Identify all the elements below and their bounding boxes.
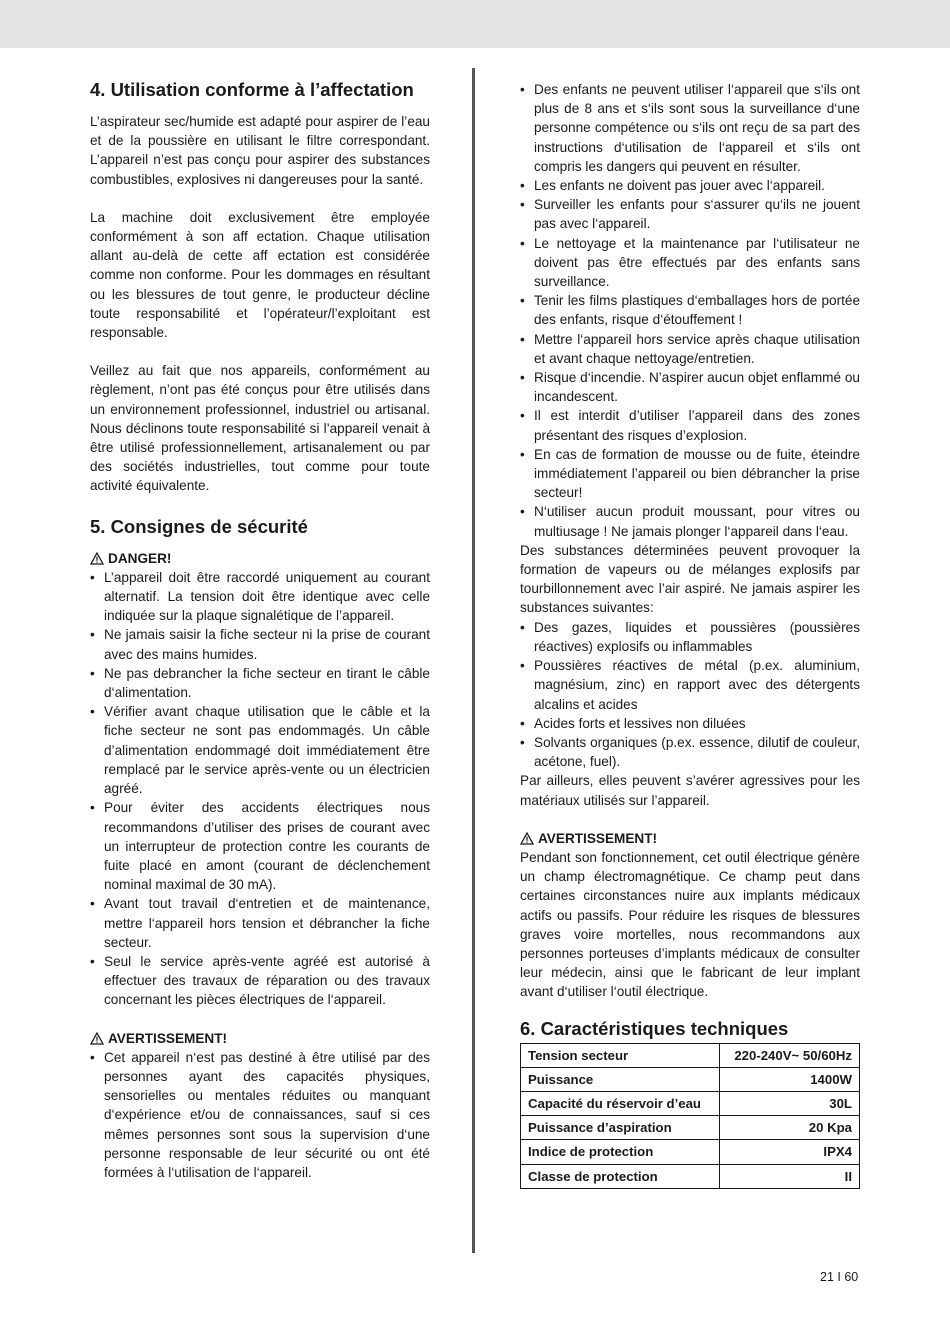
list-item: • L’appareil doit être raccordé uniquement au courant alternatif. La tension doit être identique avec celle indiquée sur la plaque signalétique de l’appareil. <box>90 568 430 626</box>
list-item: • Mettre l‘appareil hors service après chaque utilisation et avant chaque nettoyage/entretien. <box>520 330 860 368</box>
section-4-title: 4. Utilisation conforme à l’affectation <box>90 79 414 100</box>
spec-label: Indice de protection <box>521 1140 720 1164</box>
danger-list <box>90 568 430 1010</box>
list-item: • Il est interdit d’utiliser l’appareil dans des zones présentant des risques d’explosion. <box>520 406 860 444</box>
warning-triangle-icon <box>90 552 104 565</box>
spec-table <box>520 1043 860 1189</box>
list-item: • Le nettoyage et la maintenance par l‘utilisateur ne doivent pas être effectués par des enfants sans surveillance. <box>520 234 860 292</box>
list-item: • Cet appareil n‘est pas destiné à être utilisé par des personnes ayant des capacités physiques, sensorielles ou mentales réduites ou manquant d‘expérience et/ou de connaissances, sauf si ces mêmes personnes sont sous la supervision d‘une personne responsable de leur sécurité ou ont été formées à l‘utilisation de l‘appareil. <box>90 1048 430 1182</box>
table-row <box>521 1043 860 1067</box>
substances-list <box>520 618 860 772</box>
warning-heading-2 <box>520 829 860 848</box>
spec-label: Puissance d’aspiration <box>521 1116 720 1140</box>
spec-value: 20 Kpa <box>719 1116 859 1140</box>
list-item: • Des enfants ne peuvent utiliser l‘appareil que s‘ils ont plus de 8 ans et s‘ils sont sous la surveillance d‘une personne compétence ou s‘ils ont reçu de sa part des instructions d‘utilisation de l‘appareil et s‘ils ont compris les dangers qui peuvent en résulter. <box>520 80 860 176</box>
section-4-paragraph: L’aspirateur sec/humide est adapté pour aspirer de l’eau et de la poussière en utilisant le filtre correspondant. L’appareil n’est pas conçu pour aspirer des substances combustibles, explosives ni dangereuses pour la santé. <box>90 114 430 187</box>
list-item: • Solvants organiques (p.ex. essence, dilutif de couleur, acétone, fuel). <box>520 733 860 771</box>
right-column <box>520 80 860 1189</box>
list-item: • Acides forts et lessives non diluées <box>520 714 860 733</box>
warning-triangle-icon <box>90 1032 104 1045</box>
list-item: • Surveiller les enfants pour s‘assurer qu‘ils ne jouent pas avec l‘appareil. <box>520 195 860 233</box>
list-item: • Risque d‘incendie. N’aspirer aucun objet enflammé ou incandescent. <box>520 368 860 406</box>
warning-heading <box>90 1029 430 1048</box>
warning-label: AVERTISSEMENT! <box>538 830 658 846</box>
spec-value: IPX4 <box>719 1140 859 1164</box>
warning-list <box>90 1048 430 1182</box>
spec-value: 220-240V~ 50/60Hz <box>719 1043 859 1067</box>
spec-value: 30L <box>719 1091 859 1115</box>
list-item: • Ne jamais saisir la fiche secteur ni la prise de courant avec des mains humides. <box>90 625 430 663</box>
danger-label: DANGER! <box>108 550 172 566</box>
table-row <box>521 1140 860 1164</box>
list-item: • Pour éviter des accidents électriques nous recommandons d’utiliser des prises de courant avec un interrupteur de protection contre les courants de fuite placé en amont (courant de déclenchement nominal maximal de 30 mA). <box>90 798 430 894</box>
spec-label: Classe de protection <box>521 1164 720 1188</box>
list-item: • Avant tout travail d‘entretien et de maintenance, mettre l‘appareil hors tension et débrancher la fiche secteur. <box>90 894 430 952</box>
warning-triangle-icon <box>520 832 534 845</box>
list-item: • Vérifier avant chaque utilisation que le câble et la fiche secteur ne sont pas endommagés. Un câble d’alimentation endommagé doit immédiatement être remplacé par le service après-vente ou un électricien agréé. <box>90 702 430 798</box>
table-row <box>521 1067 860 1091</box>
substances-intro: Des substances déterminées peuvent provoquer la formation de vapeurs ou de mélanges explosifs par tourbillonnement avec l’air aspiré. Ne jamais aspirer les substances suivantes: <box>520 542 860 616</box>
column-divider <box>472 68 475 1253</box>
warning-list-continued <box>520 80 860 541</box>
warning-label: AVERTISSEMENT! <box>108 1030 228 1046</box>
page-number: 21 I 60 <box>820 1270 859 1284</box>
list-item: • N‘utiliser aucun produit moussant, pour vitres ou multiusage ! Ne jamais plonger l‘appareil dans l‘eau. <box>520 502 860 540</box>
list-item: • Ne pas debrancher la fiche secteur en tirant le câble d‘alimentation. <box>90 664 430 702</box>
spec-label: Tension secteur <box>521 1043 720 1067</box>
table-row <box>521 1164 860 1188</box>
section-6-title: 6. Caractéristiques techniques <box>520 1017 789 1039</box>
section-5-title: 5. Consignes de sécurité <box>90 515 308 537</box>
list-item: • En cas de formation de mousse ou de fuite, éteindre immédiatement l’appareil ou bien débrancher la prise secteur! <box>520 445 860 503</box>
list-item: • Les enfants ne doivent pas jouer avec l‘appareil. <box>520 176 860 195</box>
spec-value: II <box>719 1164 859 1188</box>
list-item: • Des gazes, liquides et poussières (poussières réactives) explosifs ou inflammables <box>520 618 860 656</box>
danger-heading <box>90 549 430 568</box>
header-bar <box>0 0 950 48</box>
left-column <box>90 72 430 1182</box>
substances-outro: Par ailleurs, elles peuvent s’avérer agressives pour les matériaux utilisés sur l’appareil. <box>520 773 860 808</box>
table-row <box>521 1116 860 1140</box>
spec-value: 1400W <box>719 1067 859 1091</box>
list-item: • Tenir les films plastiques d‘emballages hors de portée des enfants, risque d‘étouffement ! <box>520 291 860 329</box>
emf-warning-text: Pendant son fonctionnement, cet outil électrique génère un champ électromagnétique. Ce champ peut dans certaines circonstances nuire aux implants médicaux actifs ou passifs. Pour réduire les risques de blessures graves voire mortelles, nous recommandons aux personnes porteuses d’implants médicaux de consulter leur médecin, ainsi que le fabricant de leur implant avant d‘utiliser l‘outil électrique. <box>520 849 860 1000</box>
section-4-paragraph: La machine doit exclusivement être employée conformément à son aff ectation. Chaque utilisation allant au-delà de cette aff ectation est considérée comme non conforme. Pour les dommages en résultant ou les blessures de tout genre, le producteur décline toute responsabilité et l’opérateur/l’exploitant est responsable. <box>90 209 430 341</box>
table-row <box>521 1091 860 1115</box>
spec-label: Puissance <box>521 1067 720 1091</box>
section-4-paragraph: Veillez au fait que nos appareils, conformément au règlement, n’ont pas été conçus pour être utilisés dans un environnement professionnel, industriel ou artisanal. Nous déclinons toute responsabilité si l’appareil venait à être utilisé professionnellement, artisanalement ou par des sociétés industrielles, tout comme pour toute activité équivalente. <box>90 363 430 494</box>
spec-label: Capacité du réservoir d’eau <box>521 1091 720 1115</box>
list-item: • Poussières réactives de métal (p.ex. aluminium, magnésium, zinc) en rapport avec des détergents alcalins et acides <box>520 656 860 714</box>
list-item: • Seul le service après-vente agréé est autorisé à effectuer des travaux de réparation ou des travaux concernant les pièces électriques de l‘appareil. <box>90 952 430 1010</box>
